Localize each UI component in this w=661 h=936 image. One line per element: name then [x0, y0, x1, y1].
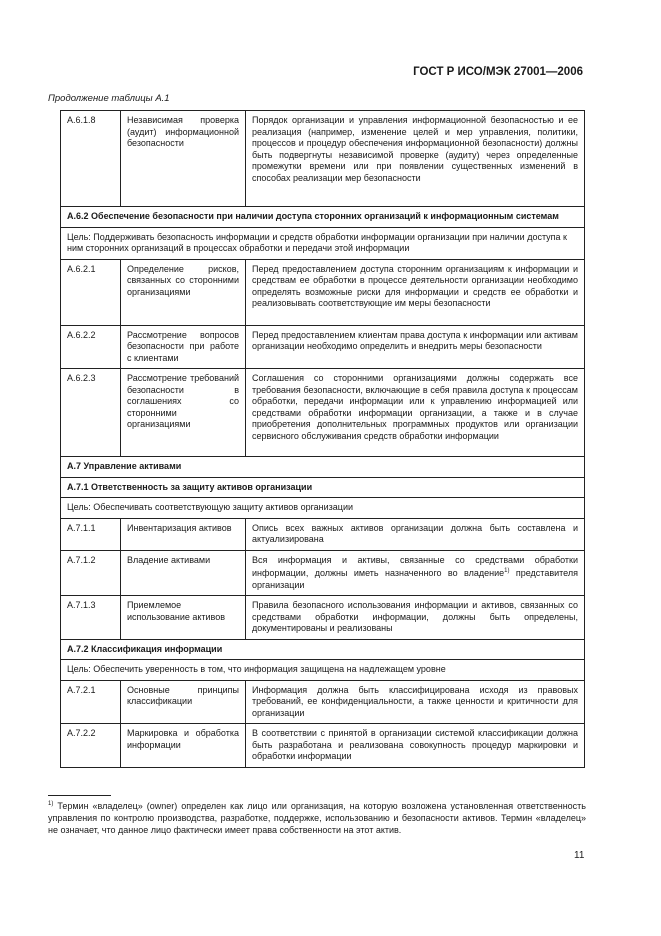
objective-row	[61, 227, 585, 259]
control-code: А.7.1.3	[61, 596, 121, 640]
controls-table	[60, 110, 585, 768]
page-number: 11	[574, 850, 585, 861]
control-description: Порядок организации и управления информационной безопасностью и ее реализация (например, изменение целей и мер управления, политики, процессов и процедур обеспечения информационной безопасности) должны быть подвергнуты независимой проверке (аудиту) через определенные промежутки времени или при появлении существенных изменений в способах реализации мер безопасности	[246, 111, 585, 207]
section-heading: А.6.2 Обеспечение безопасности при наличии доступа сторонних организаций к информационным системам	[61, 207, 585, 228]
control-code: А.7.1.2	[61, 550, 121, 596]
section-heading: А.7.1 Ответственность за защиту активов организации	[61, 477, 585, 498]
objective-row	[61, 498, 585, 519]
table-row	[61, 518, 585, 550]
control-description: Перед предоставлением клиентам права доступа к информации или активам организации необходимо определить и внедрить меры безопасности	[246, 325, 585, 369]
document-title: ГОСТ Р ИСО/МЭК 27001—2006	[413, 66, 583, 78]
footnote	[48, 798, 586, 836]
table-row	[61, 550, 585, 596]
control-code: А.6.2.1	[61, 259, 121, 325]
control-code: А.7.2.2	[61, 724, 121, 768]
control-code: А.6.2.2	[61, 325, 121, 369]
table-row	[61, 325, 585, 369]
control-description: Соглашения со сторонними организациями должны содержать все требования безопасности, включающие в себя правила доступа к процессам обработки, передачи информации или к управлению информацией или средствами обработки информации организации, а также и в случае приобретения дополнительных программных продуктов или организации сервисного обслуживания средств обработки информации	[246, 369, 585, 457]
section-row	[61, 207, 585, 228]
objective-text: Цель: Поддерживать безопасность информации и средств обработки информации организации при наличии доступа к ним сторонних организаций в процессах обработки и передачи этой информации	[61, 227, 585, 259]
control-name: Инвентаризация активов	[121, 518, 246, 550]
control-description: Перед предоставлением доступа сторонним организациям к информации и средствам ее обработки в процессе деятельности организации необходимо определять возможные риски для информации и средств ее обработки и реализовывать соответствующие им меры безопасности	[246, 259, 585, 325]
control-description: Правила безопасного использования информации и активов, связанных со средствами обработки информации, должны быть определены, документированы и реализованы	[246, 596, 585, 640]
control-name: Основные принципы классификации	[121, 680, 246, 724]
control-description	[246, 550, 585, 596]
table-caption: Продолжение таблицы А.1	[48, 93, 170, 104]
table-row	[61, 680, 585, 724]
section-row	[61, 477, 585, 498]
footnote-divider	[48, 795, 111, 796]
footnote-text: Термин «владелец» (owner) определен как лицо или организация, на которую возложена установленная ответственность управления по контролю производства, разработке, поддержке, использованию и безопасности активов. Термин «владелец» не означает, что данное лицо фактически имеет права собственности на этот актив.	[48, 801, 586, 835]
table-row	[61, 596, 585, 640]
table-row	[61, 369, 585, 457]
control-code: А.7.2.1	[61, 680, 121, 724]
footnote-mark: 1)	[48, 801, 54, 807]
description-text: представителя организации	[252, 568, 578, 590]
table-row	[61, 724, 585, 768]
objective-row	[61, 660, 585, 681]
section-row	[61, 457, 585, 478]
control-description: В соответствии с принятой в организации системой классификации должна быть разработана и реализована совокупность процедур маркировки и обработки информации	[246, 724, 585, 768]
control-description: Опись всех важных активов организации должна быть составлена и актуализирована	[246, 518, 585, 550]
control-code: А.7.1.1	[61, 518, 121, 550]
objective-text: Цель: Обеспечить уверенность в том, что информация защищена на надлежащем уровне	[61, 660, 585, 681]
control-name: Приемлемое использование активов	[121, 596, 246, 640]
control-name: Рассмотрение вопросов безопасности при работе с клиентами	[121, 325, 246, 369]
description-text: Вся информация и активы, связанные со средствами обработки информации, должны иметь назначенного во владение	[252, 554, 578, 578]
footnote-reference: 1)	[504, 568, 510, 574]
table-row	[61, 111, 585, 207]
section-heading: А.7.2 Классификация информации	[61, 639, 585, 660]
control-name: Определение рисков, связанных со сторонними организациями	[121, 259, 246, 325]
table-row	[61, 259, 585, 325]
control-name: Владение активами	[121, 550, 246, 596]
control-code: А.6.1.8	[61, 111, 121, 207]
control-description: Информация должна быть классифицирована исходя из правовых требований, ее конфиденциальности, а также ценности и критичности для организации	[246, 680, 585, 724]
section-heading: А.7 Управление активами	[61, 457, 585, 478]
section-row	[61, 639, 585, 660]
objective-text: Цель: Обеспечивать соответствующую защиту активов организации	[61, 498, 585, 519]
control-name: Рассмотрение требований безопасности в соглашениях со сторонними организациями	[121, 369, 246, 457]
control-code: А.6.2.3	[61, 369, 121, 457]
control-name: Независимая проверка (аудит) информационной безопасности	[121, 111, 246, 207]
control-name: Маркировка и обработка информации	[121, 724, 246, 768]
